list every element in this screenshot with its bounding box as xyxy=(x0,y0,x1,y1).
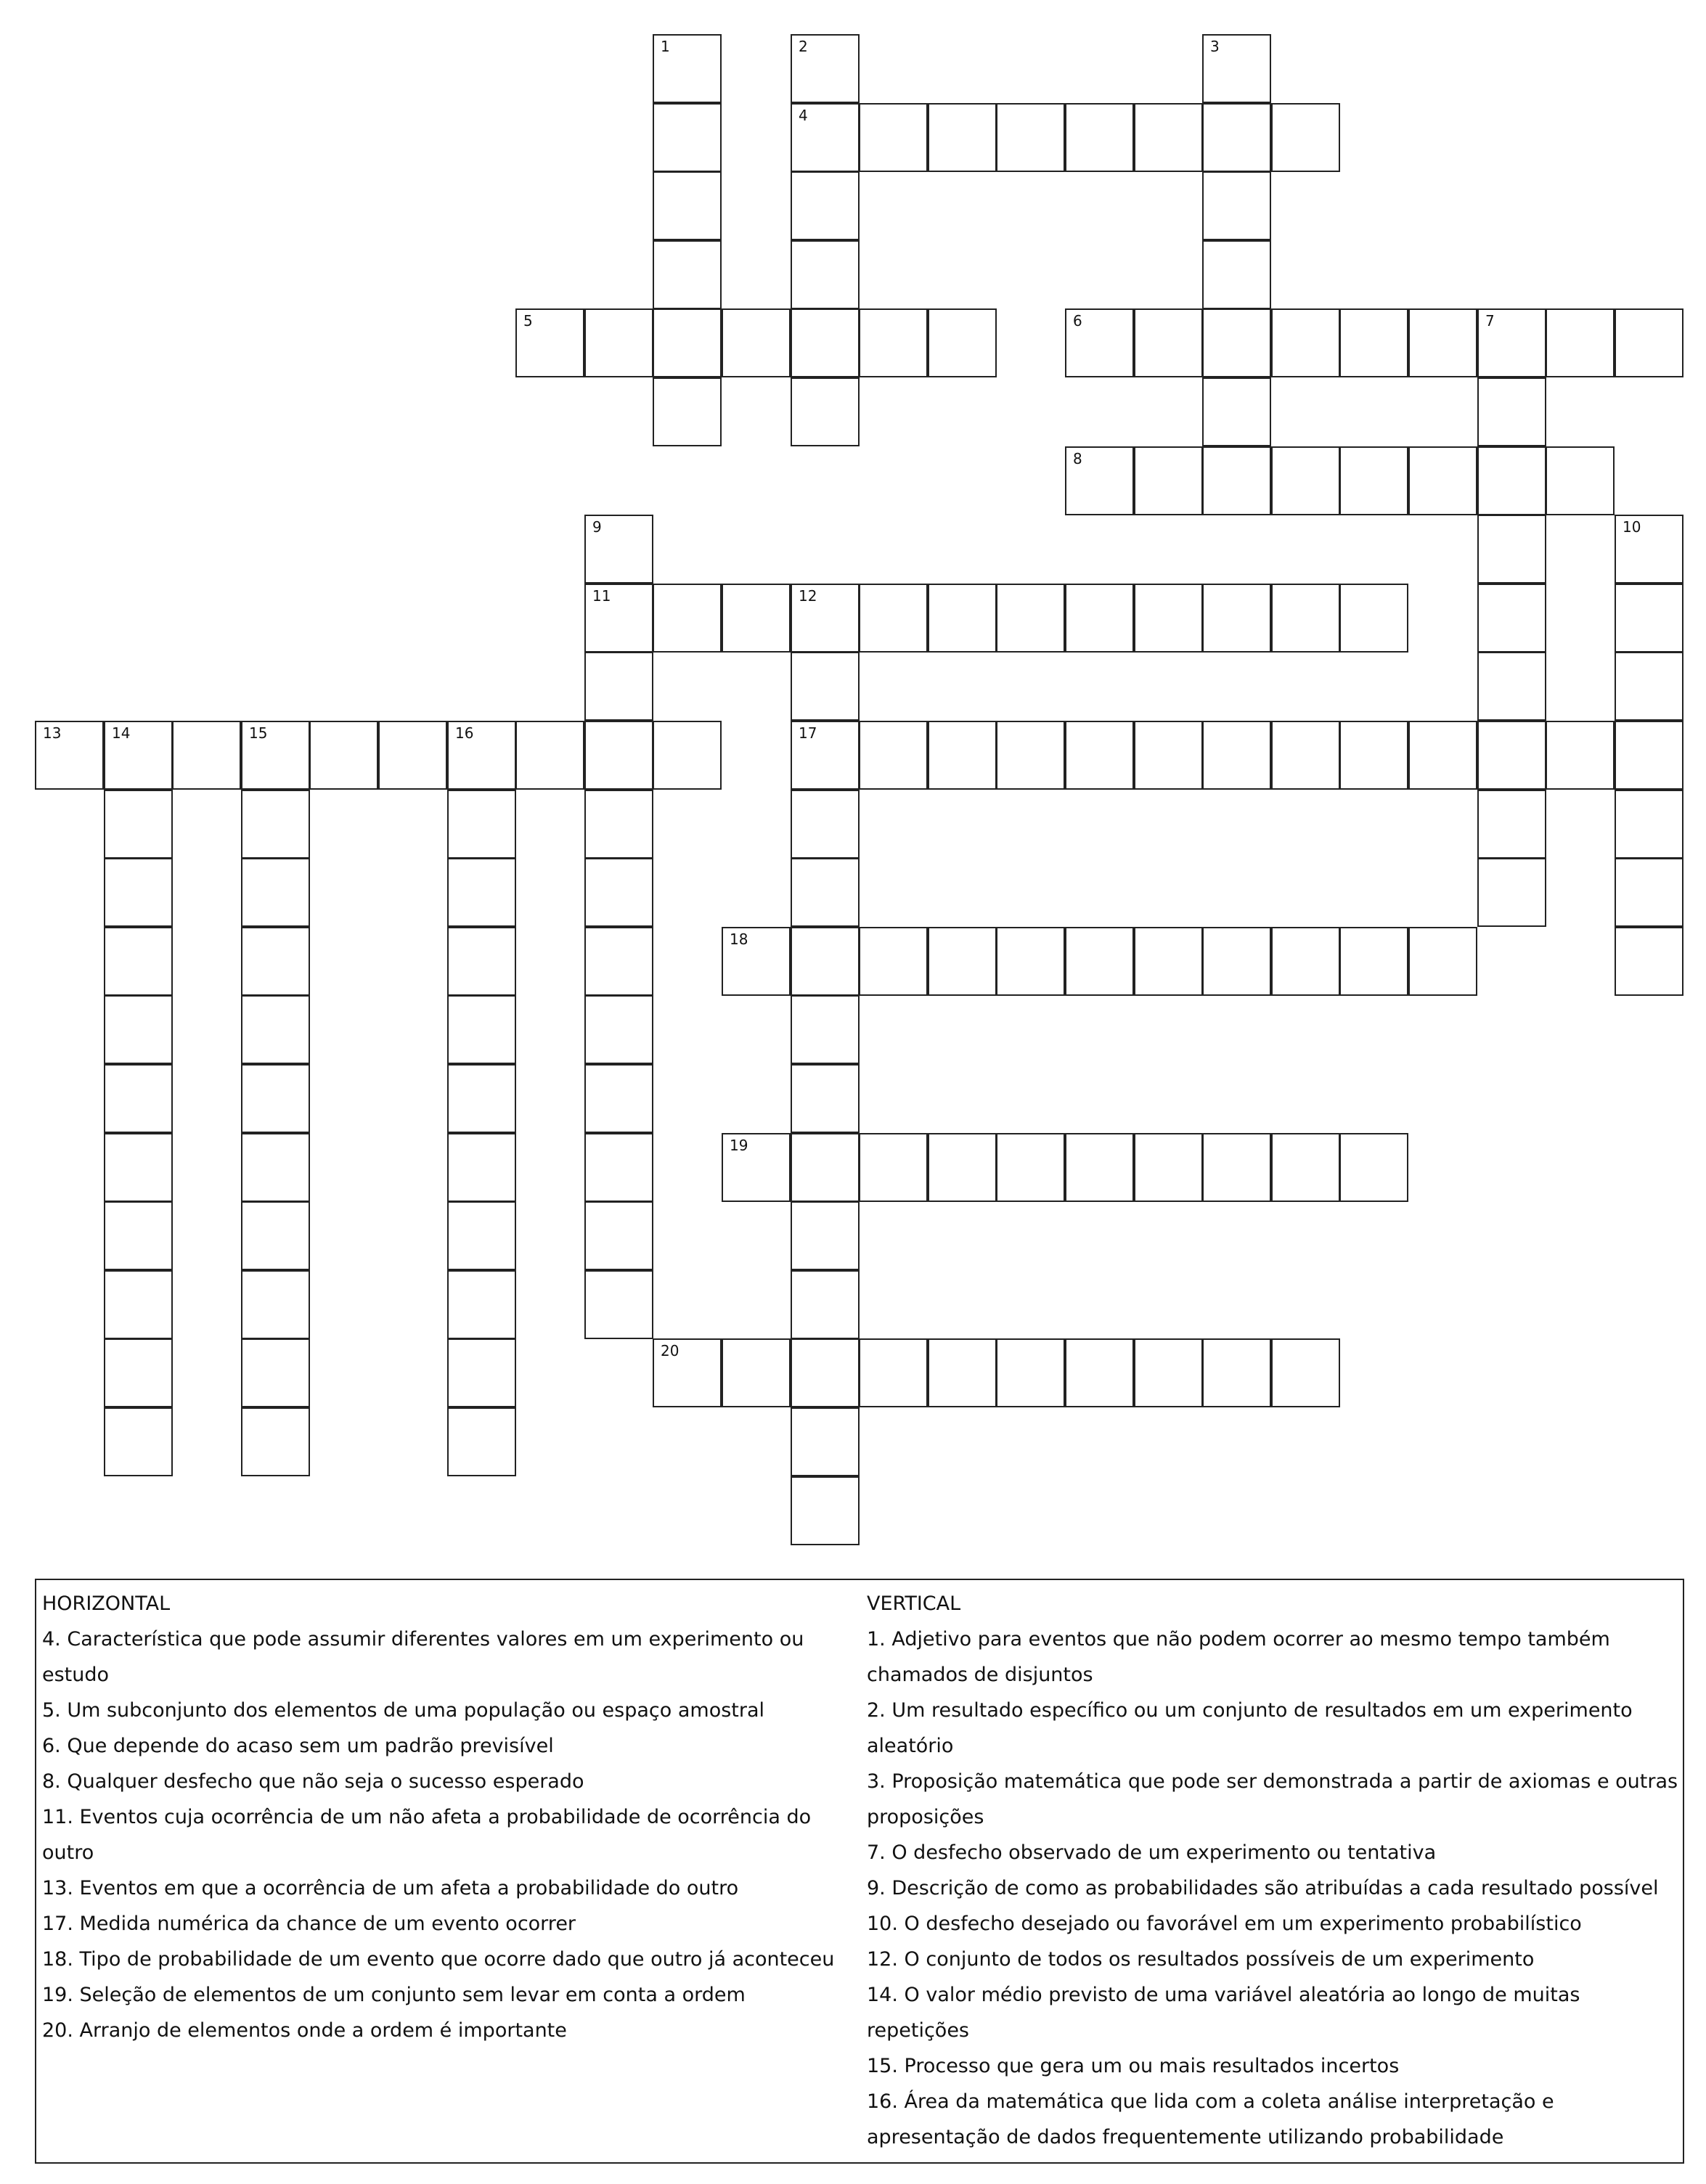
crossword-cell[interactable] xyxy=(1408,927,1477,996)
crossword-cell[interactable] xyxy=(1202,1338,1271,1407)
crossword-cell[interactable] xyxy=(1477,652,1546,721)
crossword-cell[interactable] xyxy=(1615,308,1683,377)
clue-number: 2 xyxy=(799,38,808,55)
crossword-cell[interactable] xyxy=(104,1338,173,1407)
crossword-cell[interactable] xyxy=(791,171,860,240)
crossword-cell[interactable] xyxy=(1339,721,1408,790)
crossword-cell[interactable] xyxy=(791,1407,860,1476)
crossword-cell[interactable] xyxy=(447,1270,516,1339)
crossword-cell[interactable] xyxy=(584,515,653,584)
crossword-cell[interactable] xyxy=(791,1270,860,1339)
crossword-cell[interactable] xyxy=(1615,652,1683,721)
crossword-cell[interactable] xyxy=(791,721,860,790)
crossword-cell[interactable] xyxy=(791,1476,860,1545)
crossword-cell[interactable] xyxy=(1271,446,1340,515)
clue-number: 9 xyxy=(592,518,602,536)
down-clue: 10. O desfecho desejado ou favorável em um experimento probabilístico xyxy=(867,1913,1582,1935)
crossword-cell[interactable] xyxy=(1202,927,1271,996)
clue-number: 13 xyxy=(43,724,62,742)
crossword-cell[interactable] xyxy=(1477,584,1546,653)
crossword-cell[interactable] xyxy=(584,652,653,721)
crossword-cell[interactable] xyxy=(791,584,860,653)
crossword-cell[interactable] xyxy=(104,927,173,996)
crossword-cell[interactable] xyxy=(791,1064,860,1133)
crossword-cell[interactable] xyxy=(1271,584,1340,653)
crossword-cell[interactable] xyxy=(859,308,928,377)
crossword-cell[interactable] xyxy=(1546,721,1615,790)
crossword-cell[interactable] xyxy=(1202,34,1271,103)
crossword-cell[interactable] xyxy=(1202,446,1271,515)
crossword-cell[interactable] xyxy=(1546,308,1615,377)
crossword-cell[interactable] xyxy=(722,1133,791,1202)
crossword-cell[interactable] xyxy=(859,927,928,996)
crossword-cell[interactable] xyxy=(791,377,860,446)
crossword-cell[interactable] xyxy=(1202,377,1271,446)
crossword-cell[interactable] xyxy=(1615,790,1683,859)
crossword-cell[interactable] xyxy=(722,1338,791,1407)
clue-number: 11 xyxy=(592,587,611,605)
crossword-cell[interactable] xyxy=(584,790,653,859)
clues-box xyxy=(35,1579,1684,2164)
crossword-cell[interactable] xyxy=(859,1133,928,1202)
crossword-cell[interactable] xyxy=(1477,515,1546,584)
clue-number: 12 xyxy=(799,587,817,605)
crossword-cell[interactable] xyxy=(791,103,860,172)
crossword-cell[interactable] xyxy=(1271,308,1340,377)
down-clue: 14. O valor médio previsto de uma variável aleatória ao longo de muitas repetições xyxy=(867,1984,1580,2042)
crossword-cell[interactable] xyxy=(241,1201,310,1270)
crossword-cell[interactable] xyxy=(653,171,722,240)
across-clue: 20. Arranjo de elementos onde a ordem é importante xyxy=(42,2019,567,2042)
crossword-cell[interactable] xyxy=(928,1133,997,1202)
crossword-cell[interactable] xyxy=(1065,446,1134,515)
crossword-cell[interactable] xyxy=(584,1270,653,1339)
crossword-cell[interactable] xyxy=(1202,308,1271,377)
crossword-cell[interactable] xyxy=(1339,446,1408,515)
crossword-cell[interactable] xyxy=(1615,515,1683,584)
crossword-cell[interactable] xyxy=(1134,308,1203,377)
crossword-cell[interactable] xyxy=(791,1338,860,1407)
down-clues xyxy=(867,1586,1681,2155)
clue-number: 15 xyxy=(249,724,268,742)
down-heading: VERTICAL xyxy=(867,1592,961,1615)
crossword-cell[interactable] xyxy=(653,308,722,377)
crossword-cell[interactable] xyxy=(241,858,310,927)
crossword-cell[interactable] xyxy=(1202,721,1271,790)
across-clue: 13. Eventos em que a ocorrência de um afeta a probabilidade do outro xyxy=(42,1877,739,1899)
crossword-cell[interactable] xyxy=(791,308,860,377)
crossword-cell[interactable] xyxy=(1271,927,1340,996)
crossword-cell[interactable] xyxy=(104,1407,173,1476)
crossword-cell[interactable] xyxy=(859,1338,928,1407)
crossword-cell[interactable] xyxy=(791,790,860,859)
crossword-cell[interactable] xyxy=(1477,790,1546,859)
crossword-cell[interactable] xyxy=(104,790,173,859)
crossword-cell[interactable] xyxy=(1408,308,1477,377)
crossword-cell[interactable] xyxy=(1065,584,1134,653)
crossword-cell[interactable] xyxy=(722,927,791,996)
crossword-cell[interactable] xyxy=(996,103,1065,172)
crossword-cell[interactable] xyxy=(515,721,584,790)
crossword-cell[interactable] xyxy=(1271,721,1340,790)
down-clue: 2. Um resultado específico ou um conjunto de resultados em um experimento aleatório xyxy=(867,1699,1633,1757)
crossword-cell[interactable] xyxy=(996,1338,1065,1407)
crossword-cell[interactable] xyxy=(928,721,997,790)
crossword-cell[interactable] xyxy=(104,1201,173,1270)
crossword-cell[interactable] xyxy=(722,584,791,653)
crossword-cell[interactable] xyxy=(1065,103,1134,172)
crossword-cell[interactable] xyxy=(1477,721,1546,790)
crossword-cell[interactable] xyxy=(1134,446,1203,515)
crossword-cell[interactable] xyxy=(447,1407,516,1476)
crossword-cell[interactable] xyxy=(791,995,860,1064)
crossword-cell[interactable] xyxy=(1134,721,1203,790)
crossword-cell[interactable] xyxy=(104,995,173,1064)
crossword-cell[interactable] xyxy=(996,927,1065,996)
crossword-cell[interactable] xyxy=(447,927,516,996)
crossword-cell[interactable] xyxy=(928,1338,997,1407)
crossword-cell[interactable] xyxy=(1065,1338,1134,1407)
across-clues xyxy=(42,1586,862,2048)
crossword-cell[interactable] xyxy=(104,1270,173,1339)
crossword-cell[interactable] xyxy=(447,1338,516,1407)
crossword-cell[interactable] xyxy=(241,1270,310,1339)
down-clue: 3. Proposição matemática que pode ser demonstrada a partir de axiomas e outras proposições xyxy=(867,1770,1678,1828)
clue-number: 10 xyxy=(1623,518,1641,536)
crossword-cell[interactable] xyxy=(1202,584,1271,653)
crossword-cell[interactable] xyxy=(996,721,1065,790)
crossword-cell[interactable] xyxy=(653,721,722,790)
crossword-cell[interactable] xyxy=(1202,103,1271,172)
crossword-cell[interactable] xyxy=(1615,721,1683,790)
crossword-cell[interactable] xyxy=(1339,927,1408,996)
crossword-cell[interactable] xyxy=(241,1133,310,1202)
crossword-cell[interactable] xyxy=(1065,308,1134,377)
across-clue: 5. Um subconjunto dos elementos de uma população ou espaço amostral xyxy=(42,1699,765,1722)
crossword-cell[interactable] xyxy=(1615,927,1683,996)
crossword-cell[interactable] xyxy=(172,721,241,790)
crossword-cell[interactable] xyxy=(928,308,997,377)
crossword-cell[interactable] xyxy=(104,1133,173,1202)
crossword-cell[interactable] xyxy=(241,1064,310,1133)
clue-number: 14 xyxy=(112,724,131,742)
crossword-cell[interactable] xyxy=(584,1201,653,1270)
crossword-cell[interactable] xyxy=(241,1338,310,1407)
crossword-cell[interactable] xyxy=(378,721,447,790)
crossword-cell[interactable] xyxy=(1202,240,1271,309)
crossword-cell[interactable] xyxy=(1339,584,1408,653)
crossword-cell[interactable] xyxy=(241,790,310,859)
crossword-cell[interactable] xyxy=(584,995,653,1064)
clue-number: 5 xyxy=(523,312,533,330)
crossword-cell[interactable] xyxy=(1065,721,1134,790)
crossword-cell[interactable] xyxy=(653,1338,722,1407)
crossword-cell[interactable] xyxy=(1202,171,1271,240)
crossword-cell[interactable] xyxy=(241,927,310,996)
crossword-cell[interactable] xyxy=(1477,446,1546,515)
crossword-cell[interactable] xyxy=(791,858,860,927)
crossword-cell[interactable] xyxy=(791,652,860,721)
crossword-cell[interactable] xyxy=(241,995,310,1064)
crossword-cell[interactable] xyxy=(447,1064,516,1133)
crossword-cell[interactable] xyxy=(447,995,516,1064)
crossword-cell[interactable] xyxy=(653,34,722,103)
crossword-cell[interactable] xyxy=(653,584,722,653)
crossword-cell[interactable] xyxy=(104,1064,173,1133)
crossword-cell[interactable] xyxy=(791,34,860,103)
crossword-cell[interactable] xyxy=(447,1133,516,1202)
crossword-cell[interactable] xyxy=(859,584,928,653)
clue-number: 19 xyxy=(730,1137,748,1154)
crossword-cell[interactable] xyxy=(653,240,722,309)
crossword-cell[interactable] xyxy=(996,584,1065,653)
crossword-cell[interactable] xyxy=(584,1064,653,1133)
crossword-cell[interactable] xyxy=(1134,1338,1203,1407)
clue-number: 1 xyxy=(661,38,670,55)
crossword-cell[interactable] xyxy=(791,240,860,309)
clue-number: 17 xyxy=(799,724,817,742)
crossword-cell[interactable] xyxy=(1134,584,1203,653)
clue-number: 4 xyxy=(799,107,808,124)
crossword-cell[interactable] xyxy=(1408,721,1477,790)
crossword-cell[interactable] xyxy=(791,1201,860,1270)
crossword-cell[interactable] xyxy=(1271,1338,1340,1407)
crossword-cell[interactable] xyxy=(584,721,653,790)
clue-number: 20 xyxy=(661,1342,679,1359)
crossword-cell[interactable] xyxy=(35,721,104,790)
crossword-cell[interactable] xyxy=(859,721,928,790)
crossword-cell[interactable] xyxy=(584,1133,653,1202)
across-heading: HORIZONTAL xyxy=(42,1592,171,1615)
across-clue: 11. Eventos cuja ocorrência de um não afeta a probabilidade de ocorrência do outro xyxy=(42,1806,812,1864)
crossword-cell[interactable] xyxy=(447,721,516,790)
clue-number: 16 xyxy=(455,724,474,742)
crossword-cell[interactable] xyxy=(584,858,653,927)
across-clue: 19. Seleção de elementos de um conjunto sem levar em conta a ordem xyxy=(42,1984,746,2006)
crossword-cell[interactable] xyxy=(1134,927,1203,996)
down-clue: 12. O conjunto de todos os resultados possíveis de um experimento xyxy=(867,1948,1535,1971)
crossword-cell[interactable] xyxy=(791,927,860,996)
crossword-cell[interactable] xyxy=(584,927,653,996)
clue-number: 6 xyxy=(1073,312,1082,330)
crossword-cell[interactable] xyxy=(928,584,997,653)
crossword-cell[interactable] xyxy=(447,1201,516,1270)
crossword-cell[interactable] xyxy=(1615,584,1683,653)
crossword-cell[interactable] xyxy=(928,103,997,172)
down-clue: 1. Adjetivo para eventos que não podem ocorrer ao mesmo tempo também chamados de disjuntos xyxy=(867,1628,1610,1686)
down-clue: 9. Descrição de como as probabilidades são atribuídas a cada resultado possível xyxy=(867,1877,1659,1899)
crossword-cell[interactable] xyxy=(1408,446,1477,515)
crossword-cell[interactable] xyxy=(859,103,928,172)
crossword-cell[interactable] xyxy=(584,308,653,377)
crossword-cell[interactable] xyxy=(1134,103,1203,172)
crossword-cell[interactable] xyxy=(447,790,516,859)
across-clue: 8. Qualquer desfecho que não seja o sucesso esperado xyxy=(42,1770,584,1793)
down-clue: 7. O desfecho observado de um experimento ou tentativa xyxy=(867,1841,1437,1864)
crossword-cell[interactable] xyxy=(1339,308,1408,377)
down-clue: 15. Processo que gera um ou mais resultados incertos xyxy=(867,2055,1400,2077)
crossword-cell[interactable] xyxy=(928,927,997,996)
crossword-cell[interactable] xyxy=(791,1133,860,1202)
crossword-cell[interactable] xyxy=(1271,1133,1340,1202)
across-clue: 17. Medida numérica da chance de um evento ocorrer xyxy=(42,1913,576,1935)
clue-number: 8 xyxy=(1073,450,1082,467)
crossword-cell[interactable] xyxy=(1271,103,1340,172)
crossword-cell[interactable] xyxy=(241,721,310,790)
across-clue: 4. Característica que pode assumir diferentes valores em um experimento ou estudo xyxy=(42,1628,804,1686)
crossword-cell[interactable] xyxy=(1477,377,1546,446)
crossword-cell[interactable] xyxy=(1477,308,1546,377)
clue-number: 18 xyxy=(730,931,748,948)
crossword-cell[interactable] xyxy=(309,721,378,790)
crossword-cell[interactable] xyxy=(241,1407,310,1476)
crossword-cell[interactable] xyxy=(584,584,653,653)
crossword-cell[interactable] xyxy=(1546,446,1615,515)
down-clue: 16. Área da matemática que lida com a coleta análise interpretação e apresentação de dados frequentemente utilizando probabilidade xyxy=(867,2090,1554,2148)
crossword-cell[interactable] xyxy=(1065,927,1134,996)
crossword-cell[interactable] xyxy=(996,1133,1065,1202)
across-clue: 6. Que depende do acaso sem um padrão previsível xyxy=(42,1735,554,1757)
crossword-cell[interactable] xyxy=(1477,858,1546,927)
crossword-cell[interactable] xyxy=(104,721,173,790)
crossword-cell[interactable] xyxy=(447,858,516,927)
clue-number: 3 xyxy=(1210,38,1220,55)
clue-number: 7 xyxy=(1485,312,1495,330)
crossword-cell[interactable] xyxy=(1339,1133,1408,1202)
crossword-cell[interactable] xyxy=(1065,1133,1134,1202)
crossword-cell[interactable] xyxy=(722,308,791,377)
crossword-cell[interactable] xyxy=(653,103,722,172)
across-clue: 18. Tipo de probabilidade de um evento que ocorre dado que outro já aconteceu xyxy=(42,1948,835,1971)
crossword-cell[interactable] xyxy=(104,858,173,927)
crossword-cell[interactable] xyxy=(1134,1133,1203,1202)
crossword-cell[interactable] xyxy=(515,308,584,377)
crossword-cell[interactable] xyxy=(1615,858,1683,927)
crossword-cell[interactable] xyxy=(1202,1133,1271,1202)
crossword-cell[interactable] xyxy=(653,377,722,446)
